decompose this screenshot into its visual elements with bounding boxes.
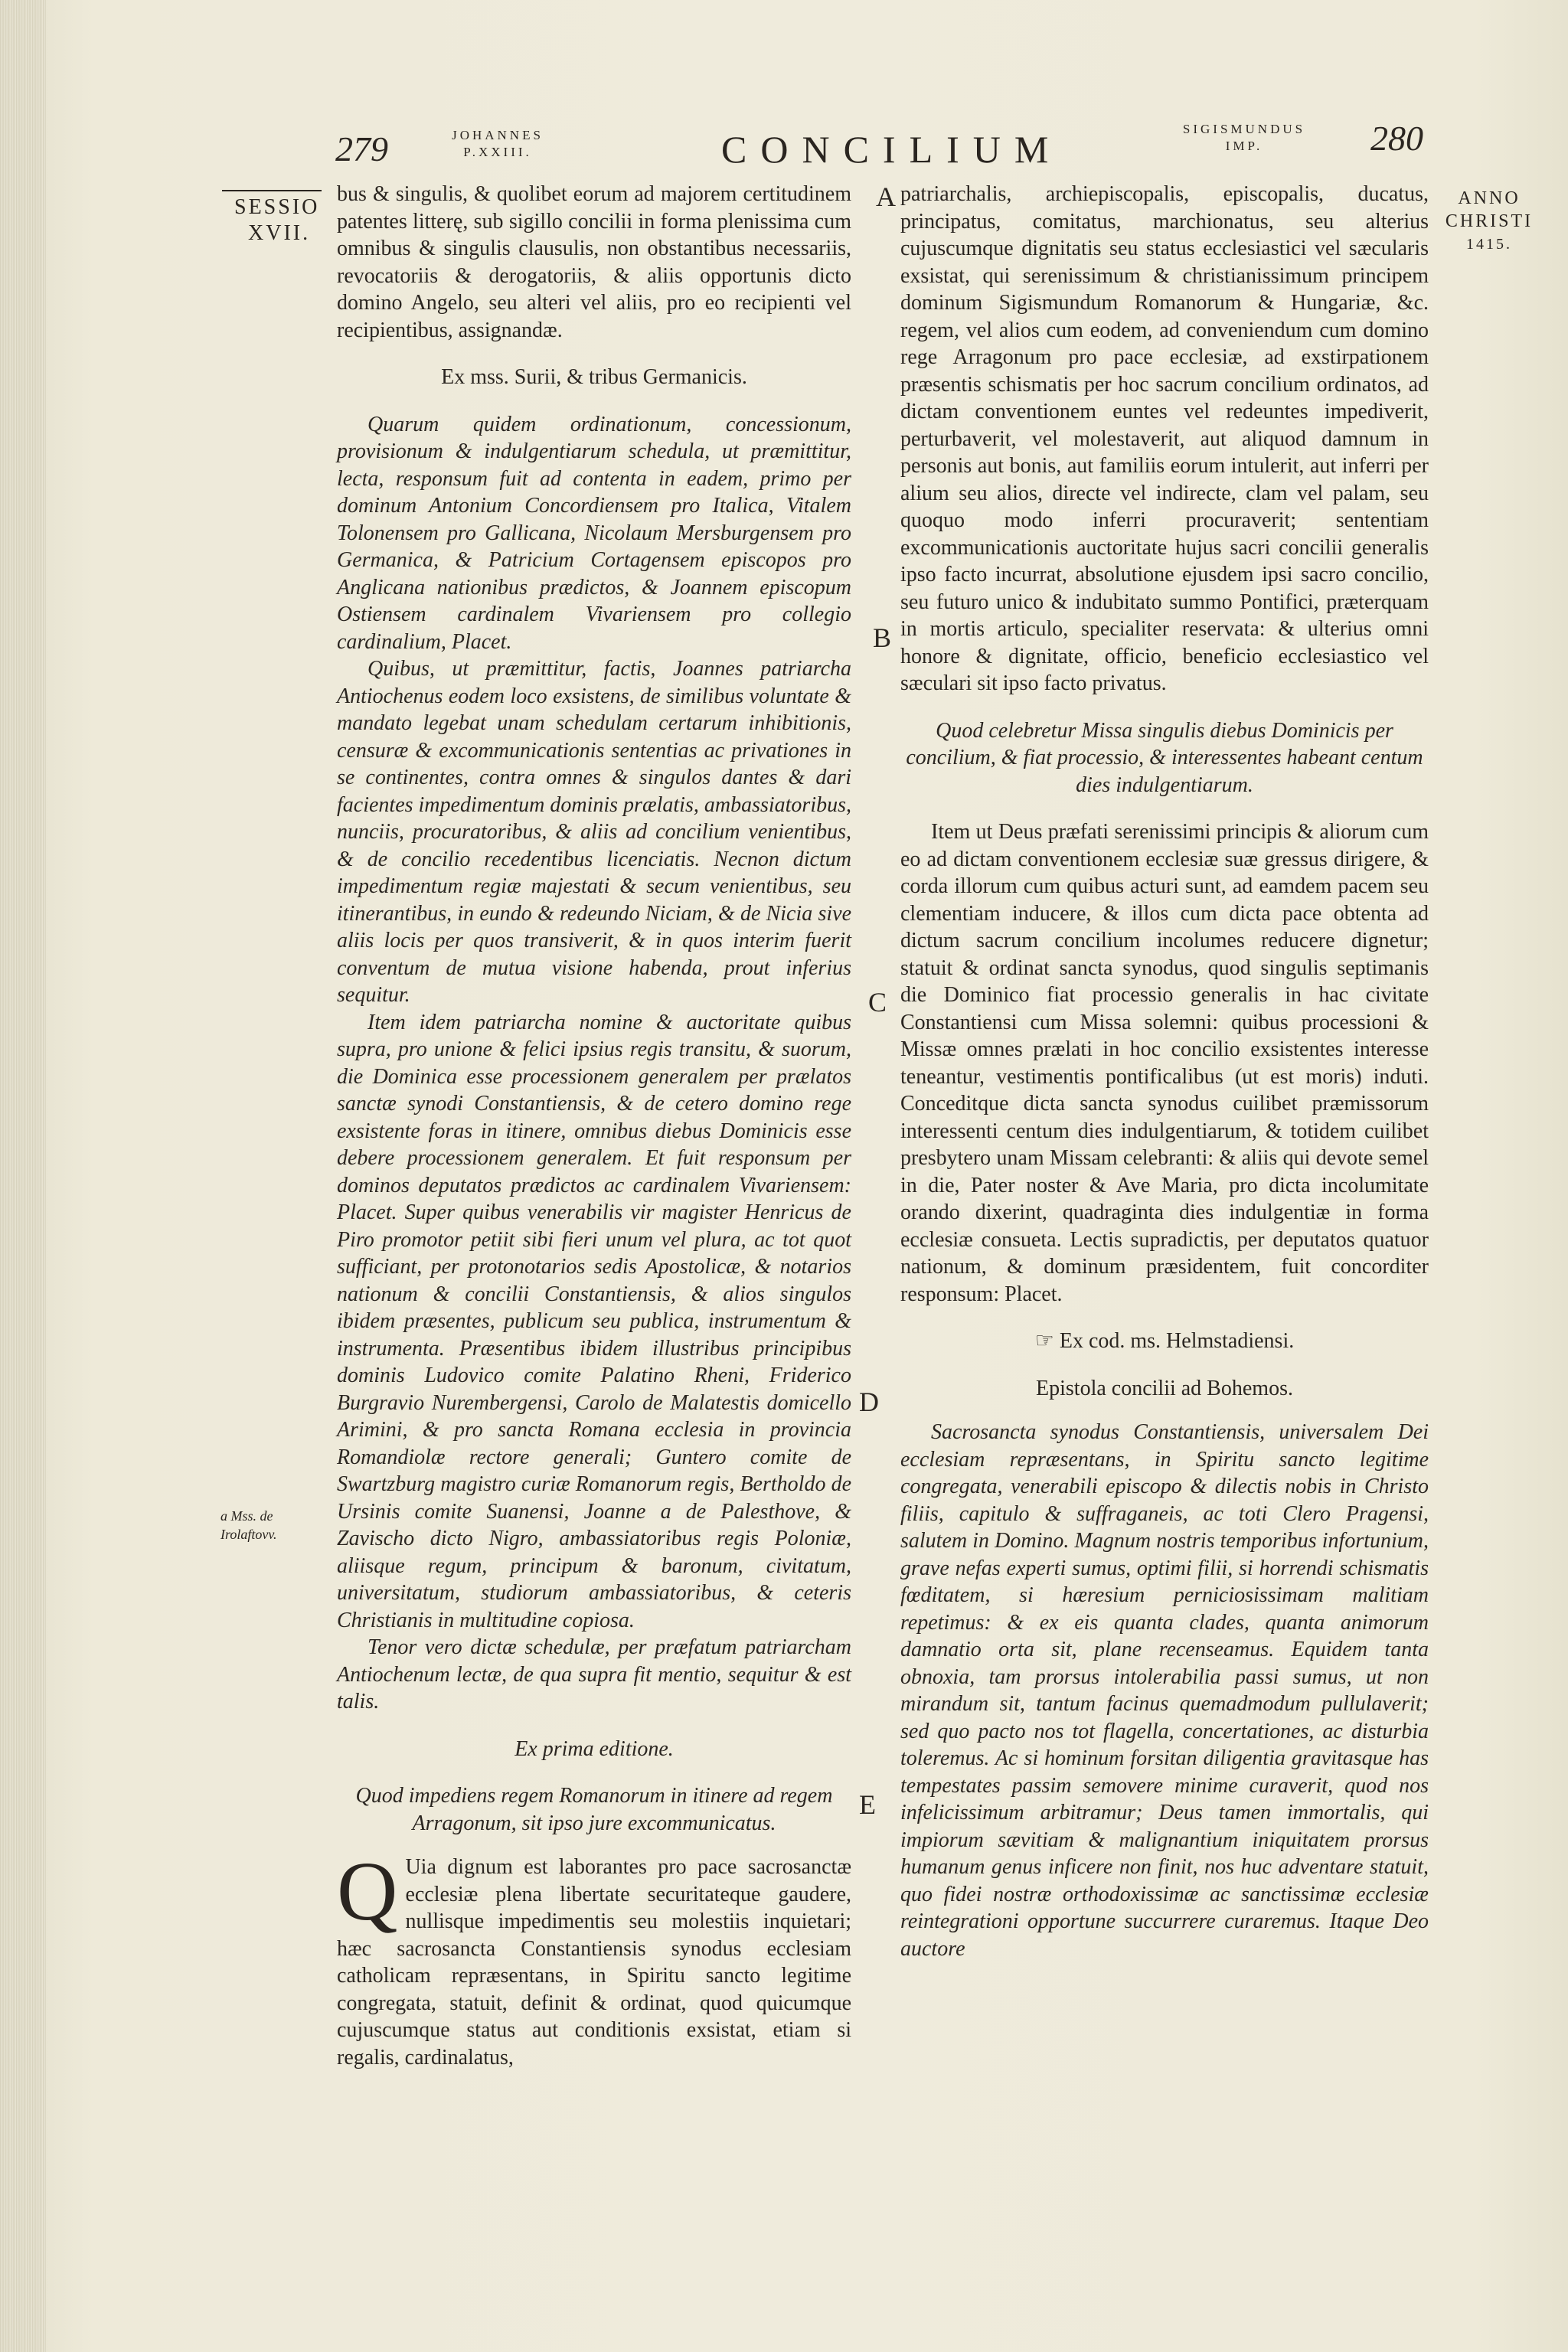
left-column [337, 181, 851, 2071]
section-letter-d: D [859, 1387, 879, 1417]
decree-title: Quod celebretur Missa singulis diebus Dominicis per concilium, & fiat processio, & interessentes habeant centum dies indulgentiarum. [906, 718, 1423, 797]
paragraph: Item idem patriarcha nomine & auctoritate quibus supra, pro unione & felici ipsius regis transitu, & suorum, die Dominica esse processionem generalem per prælatos sanctæ synodi Constantiensis, & de cetero domino rege exsistente foras in itinere, omnibus diebus Dominicis esse debere processionem generalem. Et fuit responsum per dominos deputatos prædictos ac cardinalem Vivariensem: Placet. Super quibus venerabilis vir magister Henricus de Piro promotor petiit sibi fieri unum vel plura, ac tot quot sufficiant, per protonotarios sedis Apostolicæ, & notarios nationum & concilii Constantiensis, & alios singulos ibidem præsentes, publicum seu publica, instrumentum & instrumenta. Præsentibus ibidem illustribus principibus dominis Ludovico comite Palatino Rheni, Friderico Burgravio Nurembergensi, Carolo de Malatestis domicello Arimini, & pro sancta Romana ecclesia in provincia Romandiolæ rectore generali; Guntero comite de Swartzburg magistro curiæ Romanorum regis, Bertholdo de Ursinis comite Suanensi, Joanne a de Palesthove, & Zavischo dicto Nigro, ambassiatoribus regis Poloniæ, aliisque regum, principum & baronum, civitatum, universitatum, studiorum ambassiatoribus, & ceteris Christianis in multitudine copiosa. [337, 1010, 851, 1632]
paragraph: Quibus, ut præmittitur, factis, Joannes patriarcha Antiochenus eodem loco exsistens, de similibus voluntate & mandato legebat unam schedulam certarum inhibitionis, censuræ & excommunicationis sententias ac privationes in se continentes, contra omnes & singulos dantes & dari facientes impedimentum dominis prælatis, ambassiatoribus, nunciis, procuratoribus, & aliis ad concilium venientibus, & de concilio recedentibus licenciatis. Necnon dictum impedimentum regiæ majestati & secum venientibus, seu itinerantibus, in eundo & redeundo Niciam, & de Nicia sive aliis locis per quos transiverit, & in quos interim fuerit conventum de mutua visione habenda, prout inferius sequitur. [337, 657, 851, 1007]
paragraph: Quarum quidem ordinationum, concessionum, provisionum & indulgentiarum schedula, ut præmittitur, lecta, responsum fuit ad contenta in eadem, primo per dominum Antonium Concordiensem pro Italica, Vitalem Tolonensem pro Gallicana, Nicolaum Mersburgensem pro Germanica, & Patricium Cortagensem episcopos pro Anglicana nationibus prædictos, & Joannem episcopum Ostiensem cardinalem Vivariensem pro collegio cardinalium, Placet. [337, 412, 851, 654]
epistle-title: Epistola concilii ad Bohemos. [1036, 1376, 1293, 1400]
right-running-head: SIGISMUNDUS IMP. [1182, 122, 1306, 153]
right-page-number: 280 [1370, 119, 1423, 158]
source-heading: Ex mss. Surii, & tribus Germanicis. [441, 365, 747, 389]
paragraph: Item ut Deus præfati serenissimi principis & aliorum cum eo ad dictam conventionem ecclesiæ suæ gressus dirigere, & corda illorum cum quibus acturi sunt, ad eamdem pacem seu clementiam inducere, & illos cum dicta pace obtenta ad dictum sacrum concilium incolumes reducere dignetur; statuit & ordinat sancta synodus, quod singulis septimanis die Dominico fiat processio generalis in hac civitate Constantiensi cum Missa solemni: quibus processioni & Missæ omnes prælati in hoc concilio exsistentes interesse teneantur, vestimentis pontificalibus (ut est moris) induti. Conceditque dicta sancta synodus cuilibet præmissorum interessenti centum dies indulgentiarum, & totidem cuilibet presbytero unam Missam celebranti: & aliis qui devote semel in die, Pater noster & Ave Maria, pro dicta incolumitate orando dixerint, quadraginta dies indulgentiæ in forma ecclesiæ consueta. Lectis supradictis, per deputatos quatuor nationum, & dominum præsidentem, fuit concorditer responsum: Placet. [900, 820, 1429, 1306]
source-heading: Ex prima editione. [514, 1736, 674, 1761]
section-letter-c: C [868, 987, 887, 1018]
section-letter-a: A [876, 181, 896, 212]
section-letter-e: E [859, 1789, 876, 1820]
drop-cap: Q [337, 1844, 398, 1938]
decree-title: Quod impediens regem Romanorum in itinere ad regem Arragonum, sit ipso jure excommunicatus. [355, 1784, 833, 1835]
section-letter-b: B [873, 622, 892, 653]
sessio-note: SESSIO XVII. [234, 195, 320, 245]
epistle-text: Sacrosancta synodus Constantiensis, universalem Dei ecclesiam repræsentans, in Spiritu sancto legitime congregata, venerabili episcopo & dilectis nobis in Christo filiis, capitulo & suffraganeis, ac toti Clero Pragensi, salutem in Domino. Magnum nostris temporibus infortunium, grave nefas experti sumus, optimi filii, si horrendi schismatis fœditatem, si hæresium perniciosissimam malitiam repetimus: & ex eis quanta clades, quanta animorum damnatio orta sit, plane recenseamus. Equidem tanta obnoxia, tam prorsus intolerabilia passi sumus, ut non mirandum sit, tantum facinus quemadmodum pullulaverit; sed quo pacto nos tot flagella, concertationes, ac disturbia toleremus. Ac si hominum forsitan diligentia gravitasque has tempestates passim semovere minime curaverit, quod nos infelicissimum arbitramur; Deus tamen immortalis, qui impiorum sævitiam & malignantium iniquitatem prorsus humanum genus inficere non finit, nos huc adventare statuit, quo fidei nostræ orthodoxissimæ ac sanctissimæ ecclesiæ reintegrationi opportune succurrere curaremus. Itaque Deo auctore [900, 1420, 1429, 1961]
anno-christi-note: ANNO CHRISTI 1415. [1445, 188, 1534, 253]
left-running-head: JOHANNES P.XXIII. [452, 128, 544, 159]
source-heading: ☞ Ex cod. ms. Helmstadiensi. [1034, 1329, 1295, 1353]
left-page-number: 279 [335, 129, 388, 168]
sessio-rule [222, 190, 322, 191]
paragraph: patriarchalis, archiepiscopalis, episcopalis, ducatus, principatus, comitatus, marchionatus, seu alterius cujuscumque dignitatis seu status ecclesiastici vel sæcularis exsistat, qui serenissimum & christianissimum principem dominum Sigismundum Romanorum & Hungariæ, &c. regem, vel alios cum eodem, ad conveniendum cum domino rege Arragonum pro pace ecclesiæ, ad exstirpationem præsentis schismatis per hoc sacrum concilium ordinatos, ad dictam conventionem euntes vel redeuntes impediverit, perturbaverit, vel molestaverit, aut aliquod damnum in personis aut bonis, aut familiis eorum intulerit, aut inferri per alium seu alios, directe vel indirecte, clam vel palam, seu quoquo modo inferri procuraverit; sententiam excommunicationis auctoritate hujus sacri concilii generalis ipso facto incurrat, absolutione ejusdem ipsi sacro concilio, seu futuro unico & indubitato summo Pontifici, præterquam in mortis articulo, specialiter reservata: & ulterius omni honore & dignitate, officio, beneficio ecclesiastico vel sæculari sit ipso facto privatus. [900, 182, 1429, 695]
paragraph: bus & singulis, & quolibet eorum ad majorem certitudinem patentes litterę, sub sigillo concilii in forma plenissima cum omnibus & singulis clausulis, non obstantibus necessariis, revocatoriis & derogatoriis, & aliis opportunis dicto domino Angelo, seu alteri vel aliis, pro eo recipienti vel recipientibus, assignandæ. [337, 182, 851, 342]
right-column [900, 181, 1429, 1962]
page-title: CONCILIUM [721, 128, 1063, 171]
page-edge [0, 0, 46, 2352]
paragraph: Tenor vero dictæ schedulæ, per præfatum patriarcham Antiochenum lectæ, de qua supra fit mentio, sequitur & est talis. [337, 1635, 851, 1713]
decree-paragraph: Q Uia dignum est laborantes pro pace sacrosanctæ ecclesiæ plena libertate securitateque gaudere, nullisque impedimentis seu molestiis inquietari; hæc sacrosancta Constantiensis synodus ecclesiam catholicam repræsentans, in Spiritu sancto legitime congregata, statuit, definit & ordinat, quod quicumque cujuscumque status aut conditionis exsistat, etiam si regalis, cardinalatus, [337, 1844, 851, 2069]
marginal-footnote: a Mss. de Irolaftovv. [220, 1508, 277, 1542]
